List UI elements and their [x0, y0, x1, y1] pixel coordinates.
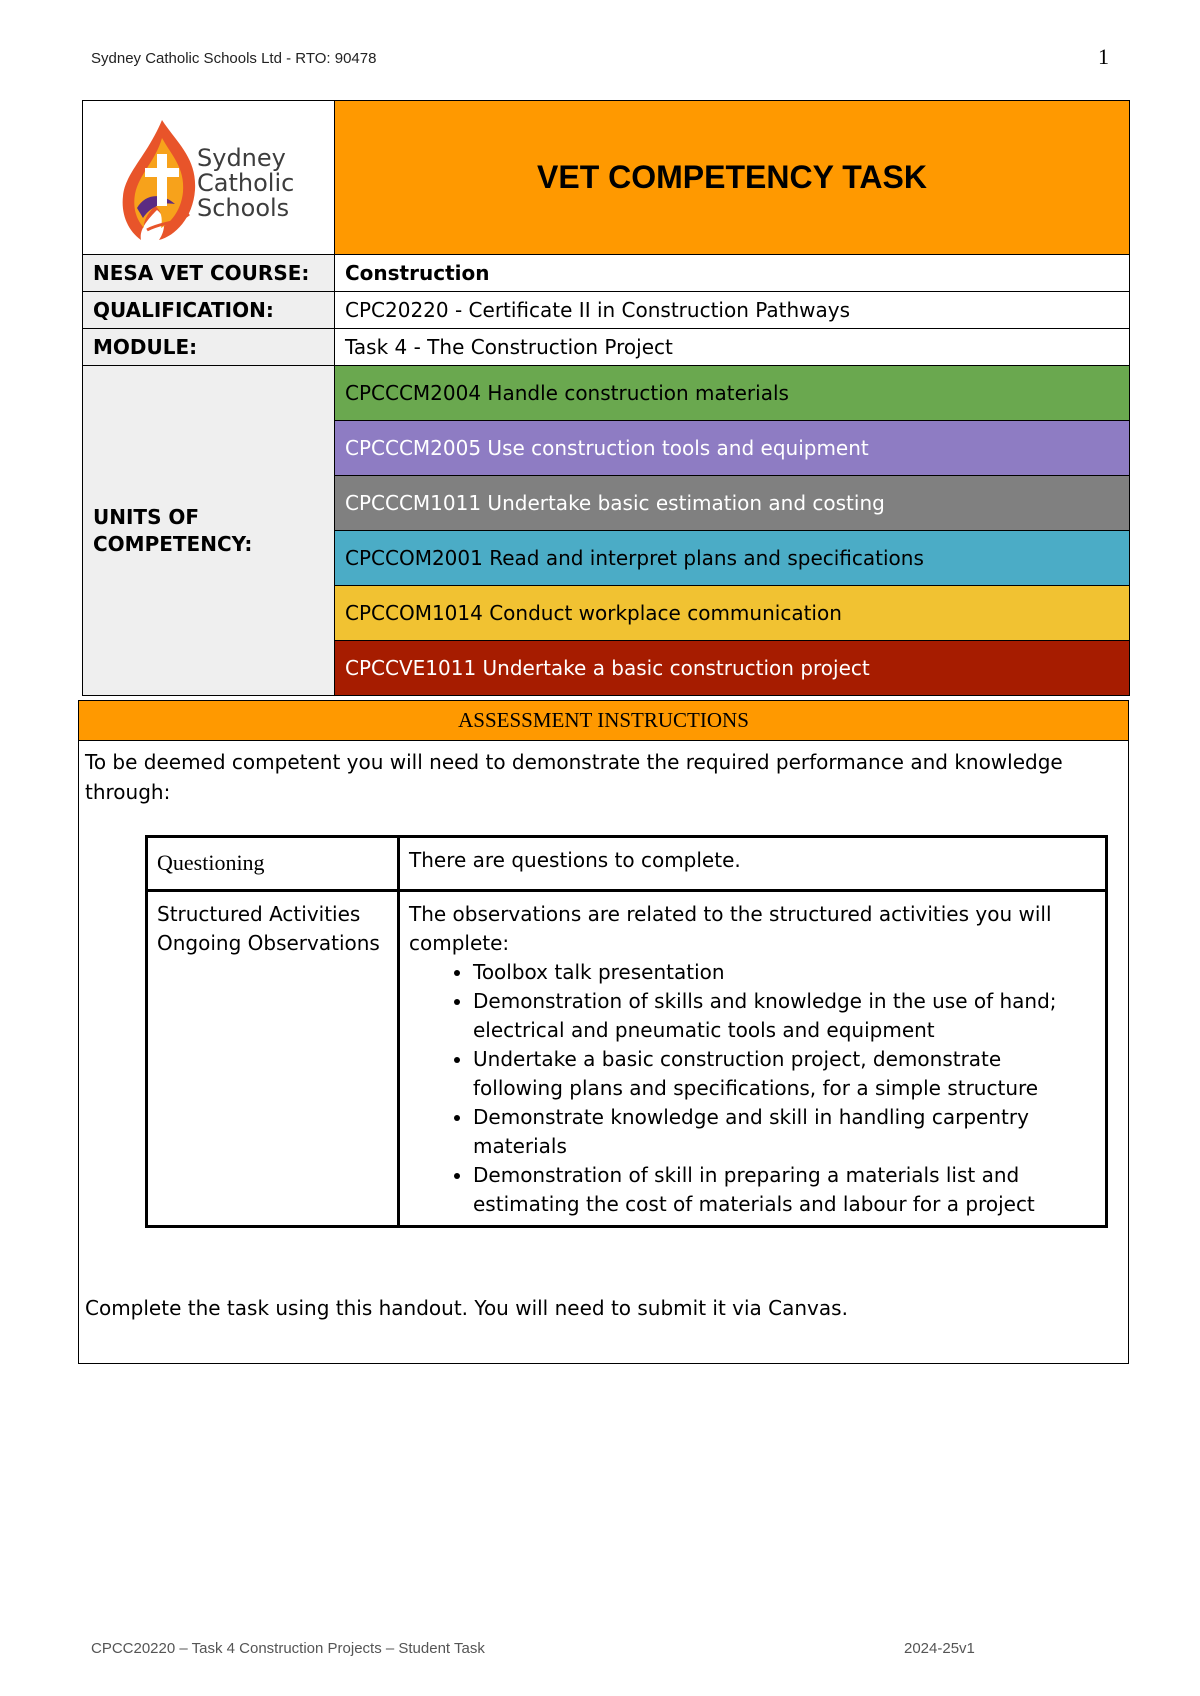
units-label: UNITS OF COMPETENCY: [83, 366, 335, 696]
logo-text-line1: Sydney [197, 143, 286, 172]
qualification-label: QUALIFICATION: [83, 292, 335, 329]
module-value: Task 4 - The Construction Project [335, 329, 1130, 366]
assessment-intro: To be deemed competent you will need to demonstrate the required performance and knowledge through: [85, 750, 1063, 804]
assessment-methods-table [145, 835, 1108, 1228]
unit-row: CPCCCM2004 Handle construction materials [335, 366, 1130, 421]
submission-instructions: Complete the task using this handout. You will need to submit it via Canvas. [85, 1296, 848, 1320]
list-item: • Undertake a basic construction project, demonstrate following plans and specifications, for a simple structure [473, 1045, 1096, 1103]
assessment-heading: ASSESSMENT INSTRUCTIONS [79, 701, 1128, 741]
method-structured-activities [147, 891, 399, 1227]
header-org-line: Sydney Catholic Schools Ltd - RTO: 90478 [91, 50, 377, 67]
unit-row: CPCCOM2001 Read and interpret plans and specifications [335, 531, 1130, 586]
list-item: • Demonstration of skills and knowledge in the use of hand; electrical and pneumatic tools and equipment [473, 987, 1096, 1045]
list-item: • Demonstrate knowledge and skill in handling carpentry materials [473, 1103, 1096, 1161]
method-line1: Structured Activities [157, 902, 361, 926]
unit-row: CPCCVE1011 Undertake a basic construction project [335, 641, 1130, 696]
activity-bullet-list [409, 958, 1096, 1219]
method-structured-description-cell [399, 891, 1107, 1227]
footer-document-title: CPCC20220 – Task 4 Construction Projects – Student Task [91, 1640, 485, 1657]
page-number: 1 [1098, 44, 1109, 69]
flame-cross-icon [117, 118, 207, 248]
task-info-table [82, 100, 1130, 696]
unit-row: CPCCCM1011 Undertake basic estimation and costing [335, 476, 1130, 531]
footer-version: 2024-25v1 [904, 1640, 975, 1657]
course-value: Construction [335, 255, 1130, 292]
list-item: • Demonstration of skill in preparing a materials list and estimating the cost of materials and labour for a project [473, 1161, 1096, 1219]
list-item: • Toolbox talk presentation [473, 958, 1096, 987]
logo-cell [83, 101, 335, 255]
unit-row: CPCCCM2005 Use construction tools and equipment [335, 421, 1130, 476]
method-questioning: Questioning [147, 837, 399, 891]
method-questioning-description: There are questions to complete. [399, 837, 1107, 891]
unit-row: CPCCOM1014 Conduct workplace communication [335, 586, 1130, 641]
sydney-catholic-schools-logo [83, 102, 333, 254]
logo-text-line3: Schools [197, 193, 290, 222]
logo-text-line2: Catholic [197, 168, 295, 197]
task-title: VET COMPETENCY TASK [335, 101, 1130, 255]
qualification-value: CPC20220 - Certificate II in Construction Pathways [335, 292, 1130, 329]
course-label: NESA VET COURSE: [83, 255, 335, 292]
method-structured-description: The observations are related to the structured activities you will complete: [409, 902, 1052, 955]
module-label: MODULE: [83, 329, 335, 366]
method-line2: Ongoing Observations [157, 931, 380, 955]
assessment-instructions-section [78, 700, 1129, 1364]
